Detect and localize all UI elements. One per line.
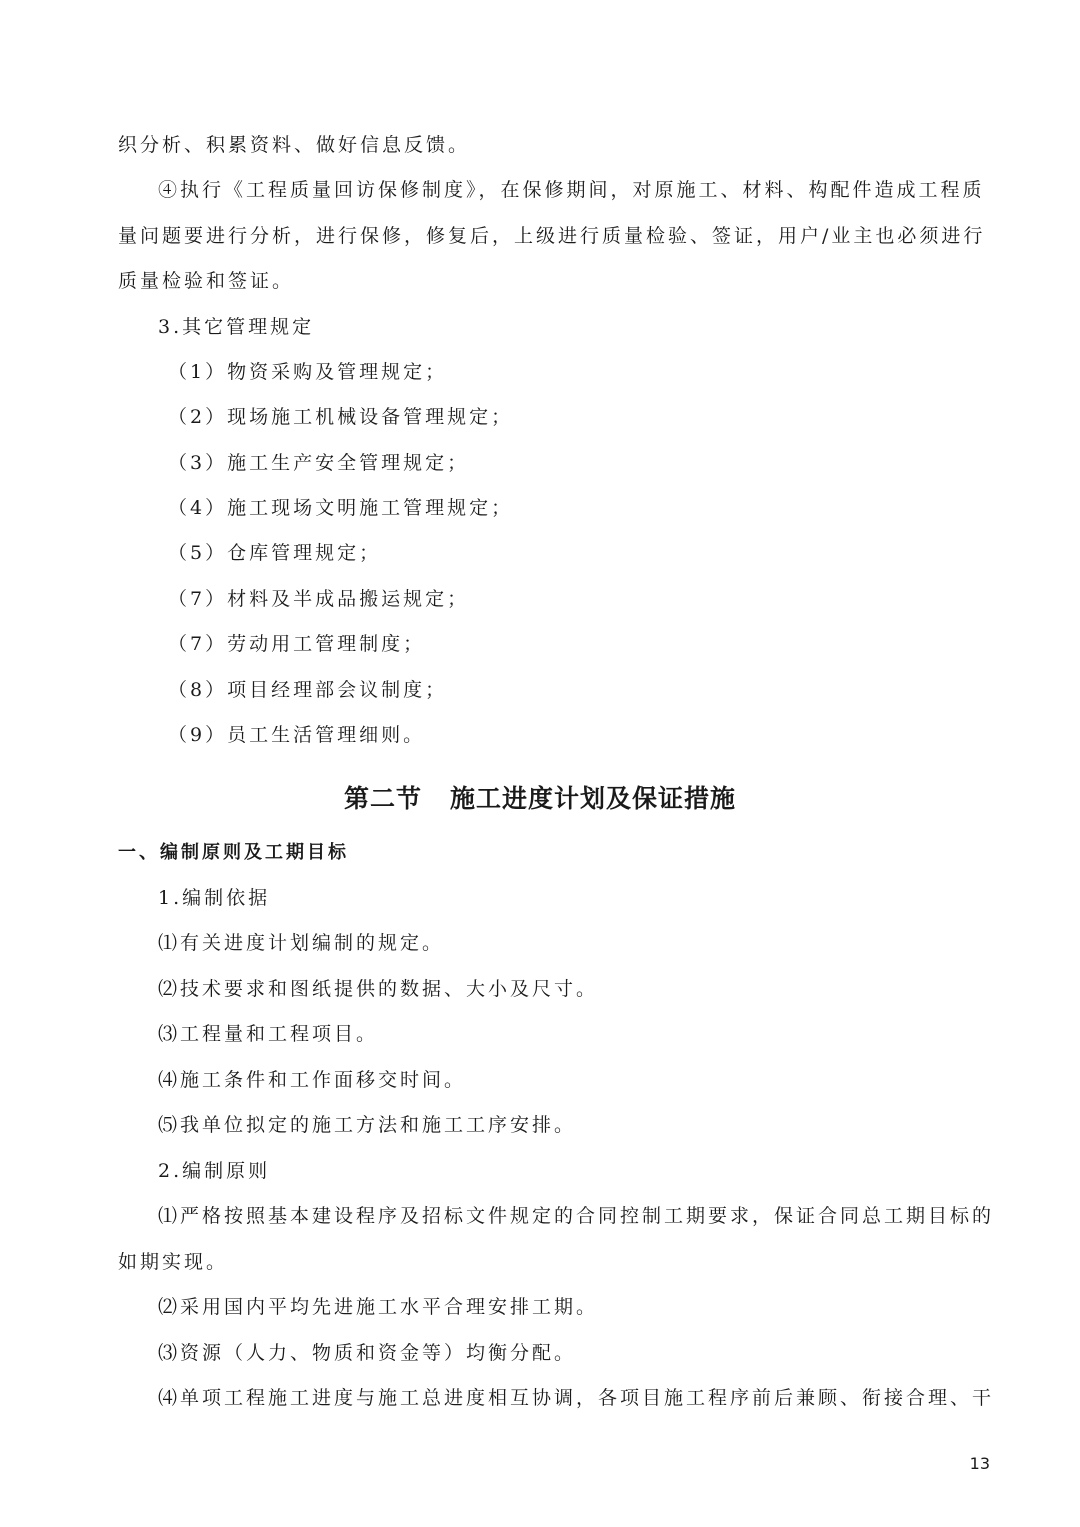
list-item: （7）材料及半成品搬运规定；: [168, 588, 470, 610]
list-item: ⑵技术要求和图纸提供的数据、大小及尺寸。: [158, 978, 599, 1000]
list-title: 3.其它管理规定: [158, 316, 315, 338]
page-number: 13: [969, 1454, 990, 1473]
list-title: 2.编制原则: [158, 1160, 271, 1182]
list-item: （4）施工现场文明施工管理规定；: [168, 497, 514, 519]
paragraph-line: 织分析、积累资料、做好信息反馈。: [118, 134, 471, 156]
list-item: （2）现场施工机械设备管理规定；: [168, 406, 514, 428]
list-item: （5）仓库管理规定；: [168, 542, 382, 564]
list-item: （1）物资采购及管理规定；: [168, 361, 448, 383]
section-number: 第二节: [343, 784, 422, 813]
list-title: 1.编制依据: [158, 887, 271, 909]
list-item: （9）员工生活管理细则。: [168, 724, 426, 746]
list-item: （7）劳动用工管理制度；: [168, 633, 426, 655]
list-item: ⑵采用国内平均先进施工水平合理安排工期。: [158, 1296, 599, 1318]
list-item: ⑷施工条件和工作面移交时间。: [158, 1069, 467, 1091]
list-item: ⑸我单位拟定的施工方法和施工工序安排。: [158, 1114, 577, 1136]
paragraph-line: ⑴严格按照基本建设程序及招标文件规定的合同控制工期要求，保证合同总工期目标的: [158, 1205, 995, 1227]
paragraph-line: 量问题要进行分析，进行保修，修复后，上级进行质量检验、签证，用户/业主也必须进行: [118, 225, 986, 247]
list-item: （8）项目经理部会议制度；: [168, 679, 448, 701]
subsection-title: 一、编制原则及工期目标: [118, 842, 349, 863]
list-item: ⑶工程量和工程项目。: [158, 1023, 379, 1045]
paragraph-line: 质量检验和签证。: [118, 270, 295, 292]
paragraph-line: ⑷单项工程施工进度与施工总进度相互协调，各项目施工程序前后兼顾、衔接合理、干: [158, 1387, 995, 1409]
paragraph-line: ④执行《工程质量回访保修制度》，在保修期间，对原施工、材料、构配件造成工程质: [158, 179, 985, 201]
list-item: ⑴有关进度计划编制的规定。: [158, 932, 445, 954]
list-item: ⑶资源（人力、物质和资金等）均衡分配。: [158, 1342, 577, 1364]
paragraph-line: 如期实现。: [118, 1251, 229, 1273]
section-title: 施工进度计划及保证措施: [450, 784, 737, 813]
list-item: （3）施工生产安全管理规定；: [168, 452, 470, 474]
section-heading: [0, 779, 1080, 819]
